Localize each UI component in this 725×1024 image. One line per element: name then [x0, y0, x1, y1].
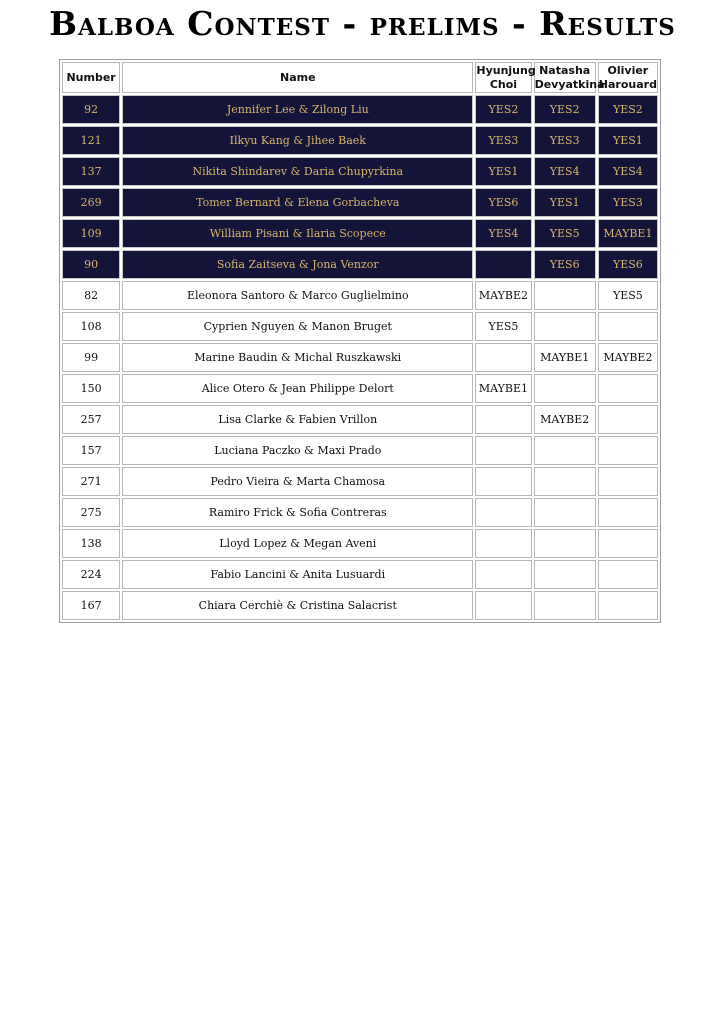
cell-judge-3-mark — [598, 467, 658, 496]
cell-judge-2-mark — [534, 529, 596, 558]
table-row — [62, 343, 658, 372]
header-number: Number — [62, 62, 120, 93]
cell-judge-2-mark — [534, 374, 596, 403]
table-row — [62, 281, 658, 310]
cell-judge-3-mark — [598, 591, 658, 620]
cell-number: 271 — [62, 467, 120, 496]
table-row — [62, 250, 658, 279]
cell-judge-3-mark: MAYBE1 — [598, 219, 658, 248]
cell-judge-2-mark — [534, 312, 596, 341]
cell-judge-3-mark: YES1 — [598, 126, 658, 155]
cell-judge-2-mark — [534, 281, 596, 310]
cell-judge-1-mark — [475, 405, 531, 434]
cell-couple-name: Fabio Lancini & Anita Lusuardi — [122, 560, 473, 589]
cell-couple-name: Eleonora Santoro & Marco Guglielmino — [122, 281, 473, 310]
cell-couple-name: Tomer Bernard & Elena Gorbacheva — [122, 188, 473, 217]
cell-judge-3-mark: YES5 — [598, 281, 658, 310]
cell-number: 138 — [62, 529, 120, 558]
table-row — [62, 529, 658, 558]
cell-couple-name: Pedro Vieira & Marta Chamosa — [122, 467, 473, 496]
cell-judge-1-mark: YES6 — [475, 188, 531, 217]
cell-judge-1-mark: MAYBE2 — [475, 281, 531, 310]
header-judge-1 — [475, 62, 536, 93]
cell-judge-1-mark — [475, 467, 531, 496]
cell-judge-2-mark — [534, 591, 596, 620]
cell-judge-2-mark: MAYBE1 — [534, 343, 596, 372]
cell-couple-name: Ilkyu Kang & Jihee Baek — [122, 126, 473, 155]
cell-number: 92 — [62, 95, 120, 124]
cell-judge-3-mark — [598, 436, 658, 465]
table-row — [62, 219, 658, 248]
cell-judge-2-mark: YES5 — [534, 219, 596, 248]
cell-judge-1-mark — [475, 560, 531, 589]
cell-couple-name: Nikita Shindarev & Daria Chupyrkina — [122, 157, 473, 186]
cell-number: 167 — [62, 591, 120, 620]
judge-3-first-name: Olivier — [607, 63, 649, 77]
page-title: Balboa Contest - prelims - Results — [49, 4, 676, 43]
cell-judge-3-mark: YES2 — [598, 95, 658, 124]
cell-couple-name: Sofia Zaitseva & Jona Venzor — [122, 250, 473, 279]
cell-judge-3-mark: YES3 — [598, 188, 658, 217]
table-row — [62, 95, 658, 124]
table-row — [62, 188, 658, 217]
cell-number: 82 — [62, 281, 120, 310]
cell-number: 150 — [62, 374, 120, 403]
cell-judge-3-mark — [598, 498, 658, 527]
judge-2-first-name: Natasha — [539, 63, 591, 77]
cell-judge-2-mark: YES4 — [534, 157, 596, 186]
cell-judge-2-mark — [534, 467, 596, 496]
cell-judge-2-mark — [534, 560, 596, 589]
cell-couple-name: Alice Otero & Jean Philippe Delort — [122, 374, 473, 403]
table-row — [62, 467, 658, 496]
cell-couple-name: Lisa Clarke & Fabien Vrillon — [122, 405, 473, 434]
cell-judge-1-mark — [475, 529, 531, 558]
cell-judge-2-mark: YES3 — [534, 126, 596, 155]
cell-judge-1-mark — [475, 250, 531, 279]
cell-number: 99 — [62, 343, 120, 372]
cell-judge-1-mark: YES5 — [475, 312, 531, 341]
cell-judge-3-mark — [598, 312, 658, 341]
cell-couple-name: Cyprien Nguyen & Manon Bruget — [122, 312, 473, 341]
cell-judge-3-mark: YES4 — [598, 157, 658, 186]
cell-number: 224 — [62, 560, 120, 589]
judge-2-last-name: Devyatkina — [534, 77, 605, 91]
cell-judge-3-mark: YES6 — [598, 250, 658, 279]
table-body — [62, 95, 658, 620]
cell-judge-2-mark — [534, 436, 596, 465]
header-judge-3 — [598, 62, 658, 93]
cell-judge-1-mark — [475, 343, 531, 372]
cell-couple-name: Lloyd Lopez & Megan Aveni — [122, 529, 473, 558]
cell-judge-2-mark: YES6 — [534, 250, 596, 279]
cell-judge-3-mark: MAYBE2 — [598, 343, 658, 372]
cell-judge-1-mark — [475, 498, 531, 527]
cell-number: 121 — [62, 126, 120, 155]
cell-couple-name: William Pisani & Ilaria Scopece — [122, 219, 473, 248]
header-row — [62, 62, 658, 93]
cell-judge-1-mark: YES2 — [475, 95, 531, 124]
judge-1-last-name: Choi — [489, 77, 518, 91]
table-row — [62, 405, 658, 434]
table-row — [62, 157, 658, 186]
cell-judge-3-mark — [598, 529, 658, 558]
cell-judge-1-mark: YES3 — [475, 126, 531, 155]
judge-3-last-name: Harouard — [598, 77, 657, 91]
cell-judge-3-mark — [598, 374, 658, 403]
cell-couple-name: Chiara Cerchiè & Cristina Salacrist — [122, 591, 473, 620]
cell-number: 108 — [62, 312, 120, 341]
cell-judge-2-mark: MAYBE2 — [534, 405, 596, 434]
header-name: Name — [122, 62, 473, 93]
cell-judge-1-mark — [475, 591, 531, 620]
table-row — [62, 560, 658, 589]
cell-number: 257 — [62, 405, 120, 434]
cell-couple-name: Jennifer Lee & Zilong Liu — [122, 95, 473, 124]
cell-couple-name: Ramiro Frick & Sofia Contreras — [122, 498, 473, 527]
table-header — [62, 62, 658, 93]
cell-number: 157 — [62, 436, 120, 465]
cell-number: 90 — [62, 250, 120, 279]
cell-number: 269 — [62, 188, 120, 217]
cell-judge-3-mark — [598, 405, 658, 434]
cell-judge-2-mark: YES1 — [534, 188, 596, 217]
header-judge-2 — [534, 62, 605, 93]
cell-couple-name: Marine Baudin & Michal Ruszkawski — [122, 343, 473, 372]
table-row — [62, 374, 658, 403]
cell-number: 109 — [62, 219, 120, 248]
results-table — [59, 59, 661, 623]
cell-judge-1-mark: YES4 — [475, 219, 531, 248]
cell-judge-1-mark — [475, 436, 531, 465]
cell-couple-name: Luciana Paczko & Maxi Prado — [122, 436, 473, 465]
cell-judge-2-mark — [534, 498, 596, 527]
cell-number: 137 — [62, 157, 120, 186]
judge-1-first-name: Hyunjung — [476, 63, 536, 77]
cell-judge-1-mark: MAYBE1 — [475, 374, 531, 403]
table-row — [62, 498, 658, 527]
cell-judge-3-mark — [598, 560, 658, 589]
table-row — [62, 591, 658, 620]
table-row — [62, 126, 658, 155]
table-row — [62, 312, 658, 341]
table-row — [62, 436, 658, 465]
cell-judge-2-mark: YES2 — [534, 95, 596, 124]
cell-judge-1-mark: YES1 — [475, 157, 531, 186]
cell-number: 275 — [62, 498, 120, 527]
